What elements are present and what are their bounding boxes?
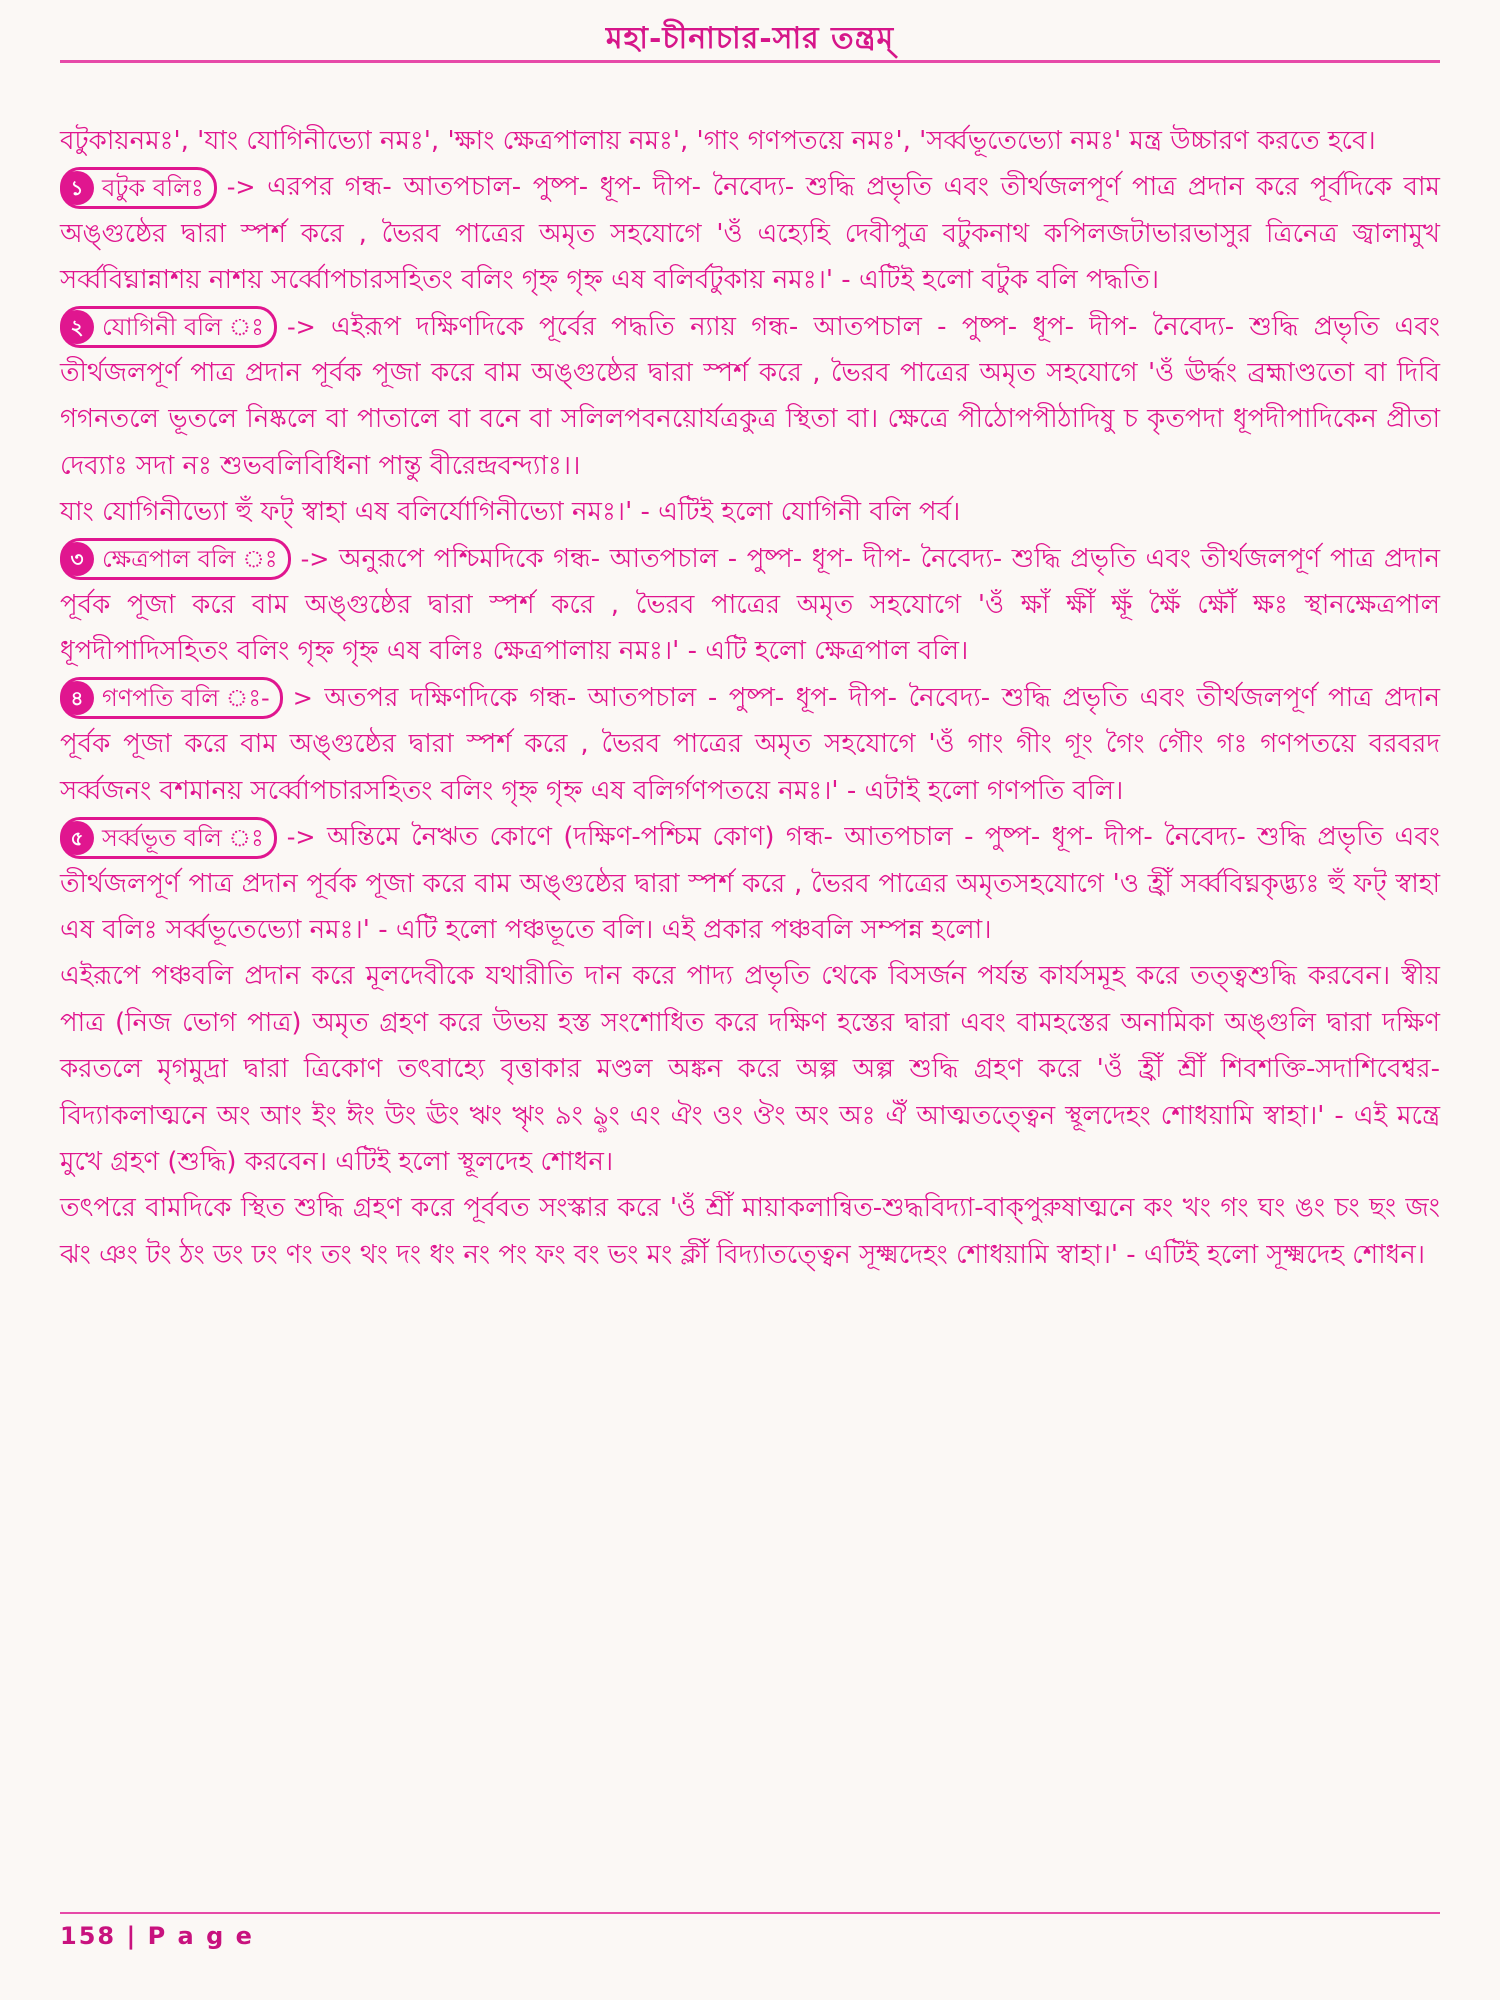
paragraph: এইরূপে পঞ্চবলি প্রদান করে মূলদেবীকে যথারীতি দান করে পাদ্য প্রভৃতি থেকে বিসর্জন পর্যন্ত কার্যসমূহ করে তত্ত্বশুদ্ধি করবেন। স্বীয় পাত্র (নিজ ভোগ পাত্র) অমৃত গ্রহণ করে উভয় হস্ত সংশোধিত করে দক্ষিণ হস্তের দ্বারা এবং বামহস্তের অনামিকা অঙ্গুলি দ্বারা দক্ষিণ করতলে মৃগমুদ্রা দ্বারা ত্রিকোণ তৎবাহ্যে বৃত্তাকার মণ্ডল অঙ্কন করে অল্প অল্প শুদ্ধি গ্রহণ করে 'ওঁ হ্রীঁ শ্রীঁ শিবশক্তি-সদাশিবেশ্বর-বিদ্যাকলাত্মনে অং আং ইং ঈং উং ঊং ঋং ৠং ৯ং ৡং এং ঐং ওং ঔং অং অঃ ঐঁ আত্মতত্ত্বেন স্থূলদেহং শোধয়ামি স্বাহা।' - এই মন্ত্রে মুখে গ্রহণ (শুদ্ধি) করবেন। এটিই হলো স্থূলদেহ শোধন। [60,961,1440,1177]
section-marker [60,167,217,209]
section-number: ৩ [60,542,94,576]
section-ganapati-bali [60,675,1440,814]
arrow-icon: -> [226,173,256,202]
section-number: ৫ [60,821,94,855]
section-kshetrapal-bali [60,536,1440,675]
section-text: এরপর গন্ধ- আতপচাল- পুষ্প- ধূপ- দীপ- নৈবেদ্য- শুদ্ধি প্রভৃতি এবং তীর্থজলপূর্ণ পাত্র প্রদান করে পূর্বদিকে বাম অঙ্গুষ্ঠের দ্বারা স্পর্শ করে , ভৈরব পাত্রের অমৃত সহযোগে 'ওঁ এহ্যেহি দেবীপুত্র বটুকনাথ কপিলজটাভারভাসুর ত্রিনেত্র জ্বালামুখ সর্ব্ববিঘ্নান্নাশয় নাশয় সর্ব্বোপচারসহিতং বলিং গৃহ্ন গৃহ্ন এষ বলির্বটুকায় নমঃ।' - এটিই হলো বটুক বলি পদ্ধতি। [60,172,1440,296]
footer-rule [60,1912,1440,1914]
section-text: অন্তিমে নৈঋত কোণে (দক্ষিণ-পশ্চিম কোণ) গন্ধ- আতপচাল - পুষ্প- ধূপ- দীপ- নৈবেদ্য- শুদ্ধি প্রভৃতি এবং তীর্থজলপূর্ণ পাত্র প্রদান পূর্বক পূজা করে বাম অঙ্গুষ্ঠের দ্বারা স্পর্শ করে , ভৈরব পাত্রের অমৃতসহযোগে 'ও হ্রীঁ সর্ব্ববিঘ্নকৃদ্ভ্যঃ হুঁ ফট্ স্বাহা এষ বলিঃ সর্ব্বভূতেভ্যো নমঃ।' - এটি হলো পঞ্চভূতে বলি। এই প্রকার পঞ্চবলি সম্পন্ন হলো। [60,822,1440,945]
paragraph: তৎপরে বামদিকে স্থিত শুদ্ধি গ্রহণ করে পূর্ববত সংস্কার করে 'ওঁ শ্রীঁ মায়াকলান্বিত-শুদ্ধবিদ্যা-বাক্পুরুষাত্মনে কং খং গং ঘং ঙং চং ছং জং ঝং ঞং টং ঠং ডং ঢং ণং তং থং দং ধং নং পং ফং বং ভং মং ক্লীঁ বিদ্যাতত্ত্বেন সূক্ষ্মদেহং শোধয়ামি স্বাহা।' - এটিই হলো সূক্ষ্মদেহ শোধন। [60,1193,1440,1270]
section-marker [60,306,277,348]
section-number: ৪ [60,681,94,715]
arrow-icon: -> [300,544,330,573]
section-yogini-bali [60,304,1440,490]
section-text: অনুরূপে পশ্চিমদিকে গন্ধ- আতপচাল - পুষ্প- ধূপ- দীপ- নৈবেদ্য- শুদ্ধি প্রভৃতি এবং তীর্থজলপূর্ণ পাত্র প্রদান পূর্বক পূজা করে বাম অঙ্গুষ্ঠের দ্বারা স্পর্শ করে , ভৈরব পাত্রের অমৃত সহযোগে 'ওঁ ক্ষাঁ ক্ষীঁ ক্ষূঁ ক্ষৈঁ ক্ষৌঁ ক্ষঃ স্থানক্ষেত্রপাল ধূপদীপাদিসহিতং বলিং গৃহ্ন গৃহ্ন এষ বলিঃ ক্ষেত্রপালায় নমঃ।' - এটি হলো ক্ষেত্রপাল বলি। [60,543,1441,667]
section-batuk-bali [60,164,1440,303]
arrow-icon: > [292,683,313,712]
section-marker [60,817,277,859]
section-sarvabhuta-bali [60,814,1440,953]
section-label: যোগিনী বলি ঃ [102,313,264,342]
section-label: বটুক বলিঃ [102,173,204,202]
page-body [60,118,1440,1278]
page-number: 158 | P a g e [60,1922,254,1950]
section-label: ক্ষেত্রপাল বলি ঃ [102,545,278,574]
section-marker [60,677,283,719]
running-header: মহা-চীনাচার-সার তন্ত্রম্ [605,21,895,56]
section-label: সর্ব্বভূত বলি ঃ [102,823,264,852]
section-number: ২ [60,310,94,344]
section-marker [60,538,291,580]
arrow-icon: -> [286,823,316,852]
paragraph: যাং যোগিনীভ্যো হুঁ ফট্ স্বাহা এষ বলির্যোগিনীভ্যো নমঃ।' - এটিই হলো যোগিনী বলি পর্ব। [60,497,961,528]
paragraph: বটুকায়নমঃ', 'যাং যোগিনীভ্যো নমঃ', 'ক্ষাং ক্ষেত্রপালায় নমঃ', 'গাং গণপতয়ে নমঃ', 'সর্ব্বভূতেভ্যো নমঃ' মন্ত্র উচ্চারণ করতে হবে। [60,126,1376,156]
header-rule [60,60,1440,63]
arrow-icon: -> [286,312,316,341]
section-label: গণপতি বলি ঃ- [102,684,270,713]
section-number: ১ [60,171,94,205]
section-text: অতপর দক্ষিণদিকে গন্ধ- আতপচাল - পুষ্প- ধূপ- দীপ- নৈবেদ্য- শুদ্ধি প্রভৃতি এবং তীর্থজলপূর্ণ পাত্র প্রদান পূর্বক পূজা করে বাম অঙ্গুষ্ঠের দ্বারা স্পর্শ করে , ভৈরব পাত্রের অমৃত সহযোগে 'ওঁ গাং গীং গূং গৈং গৌং গঃ গণপতয়ে বরবরদ সর্ব্বজনং বশমানয় সর্ব্বোপচারসহিতং বলিং গৃহ্ন গৃহ্ন এষ বলির্গণপতয়ে নমঃ।' - এটাই হলো গণপতি বলি। [60,682,1440,806]
section-text: এইরূপ দক্ষিণদিকে পূর্বের পদ্ধতি ন্যায় গন্ধ- আতপচাল - পুষ্প- ধূপ- দীপ- নৈবেদ্য- শুদ্ধি প্রভৃতি এবং তীর্থজলপূর্ণ পাত্র প্রদান পূর্বক পূজা করে বাম অঙ্গুষ্ঠের দ্বারা স্পর্শ করে , ভৈরব পাত্রের অমৃত সহযোগে 'ওঁ ঊর্দ্ধং ব্রহ্মাণ্ডতো বা দিবি গগনতলে ভূতলে নিষ্কলে বা পাতালে বা বনে বা সলিলপবনয়োর্যত্রকুত্র স্থিতা বা। ক্ষেত্রে পীঠোপপীঠাদিষু চ কৃতপদা ধূপদীপাদিকেন প্রীতা দেব্যাঃ সদা নঃ শুভবলিবিধিনা পান্তু বীরেন্দ্রবন্দ্যাঃ।। [60,311,1440,481]
